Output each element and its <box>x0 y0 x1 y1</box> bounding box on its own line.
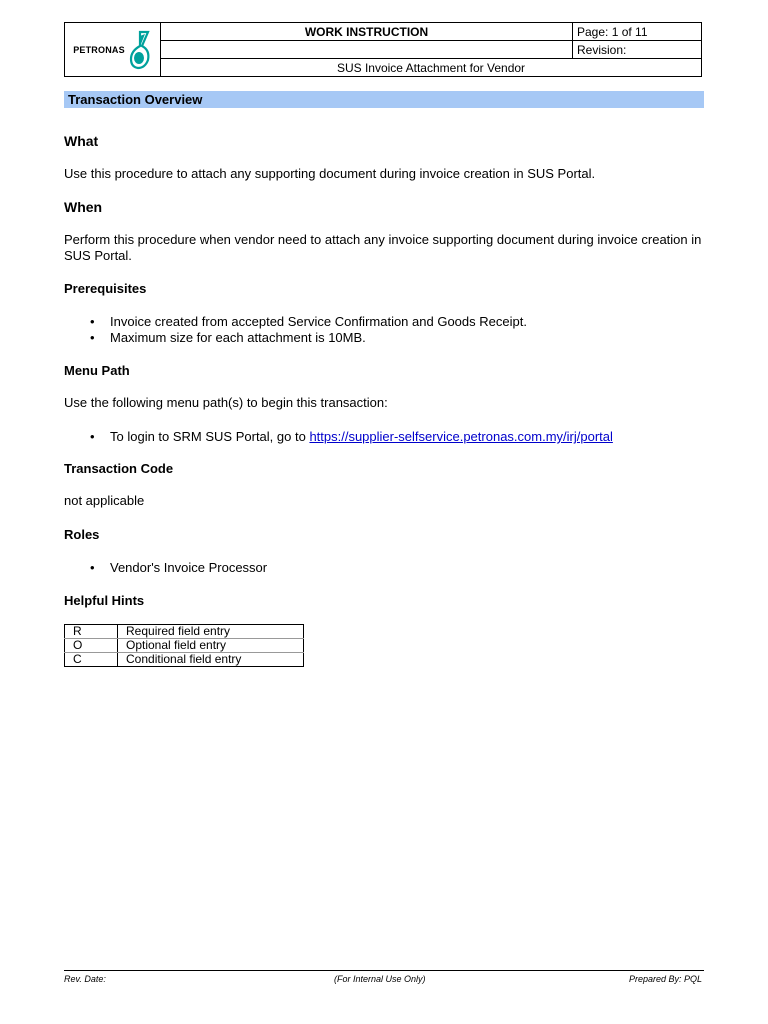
hint-desc: Optional field entry <box>118 639 304 653</box>
revision: Revision: <box>573 41 702 59</box>
what-text: Use this procedure to attach any supporting document during invoice creation in SUS Portal. <box>64 166 596 181</box>
doc-type: WORK INSTRUCTION <box>161 23 573 41</box>
petronas-logo <box>65 23 160 76</box>
menu-path-item-text: To login to SRM SUS Portal, go to <box>110 429 310 444</box>
footer-rev-date: Rev. Date: <box>64 974 106 984</box>
petronas-emblem-icon <box>128 30 152 70</box>
table-row <box>65 639 304 653</box>
section-title: Transaction Overview <box>68 92 203 107</box>
document-header-table <box>64 22 702 77</box>
when-text: Perform this procedure when vendor need to attach any invoice supporting document during invoice creation in SUS Portal. <box>64 232 702 263</box>
menu-path-text: Use the following menu path(s) to begin this transaction: <box>64 395 388 410</box>
footer-internal-note: (For Internal Use Only) <box>334 974 426 984</box>
list-item: • Vendor's Invoice Processor <box>110 560 267 576</box>
transaction-code-text: not applicable <box>64 493 145 508</box>
list-item: • Invoice created from accepted Service Confirmation and Goods Receipt. <box>110 314 527 330</box>
page-number: Page: 1 of 11 <box>573 23 702 41</box>
roles-heading: Roles <box>64 527 100 542</box>
menu-path-heading: Menu Path <box>64 363 130 378</box>
hint-code: C <box>65 653 118 667</box>
hint-code: O <box>65 639 118 653</box>
table-row <box>65 625 304 639</box>
footer-prepared-by: Prepared By: PQL <box>628 974 702 984</box>
hint-code: R <box>65 625 118 639</box>
transaction-code-heading: Transaction Code <box>64 461 174 476</box>
doc-subtitle: SUS Invoice Attachment for Vendor <box>161 59 702 77</box>
hint-desc: Required field entry <box>118 625 304 639</box>
logo-cell <box>65 23 161 77</box>
list-item: • Maximum size for each attachment is 10MB. <box>110 330 366 346</box>
blank-cell <box>161 41 573 59</box>
portal-link[interactable]: https://supplier-selfservice.petronas.com.my/irj/portal <box>309 429 613 444</box>
when-heading: When <box>64 199 103 215</box>
footer-divider <box>64 970 704 971</box>
helpful-hints-table <box>64 624 304 667</box>
section-title-bar <box>64 91 704 108</box>
helpful-hints-heading: Helpful Hints <box>64 593 145 608</box>
table-row <box>65 653 304 667</box>
prerequisites-heading: Prerequisites <box>64 281 147 296</box>
hint-desc: Conditional field entry <box>118 653 304 667</box>
logo-text: PETRONAS <box>73 44 125 55</box>
list-item <box>110 429 613 445</box>
what-heading: What <box>64 133 99 149</box>
